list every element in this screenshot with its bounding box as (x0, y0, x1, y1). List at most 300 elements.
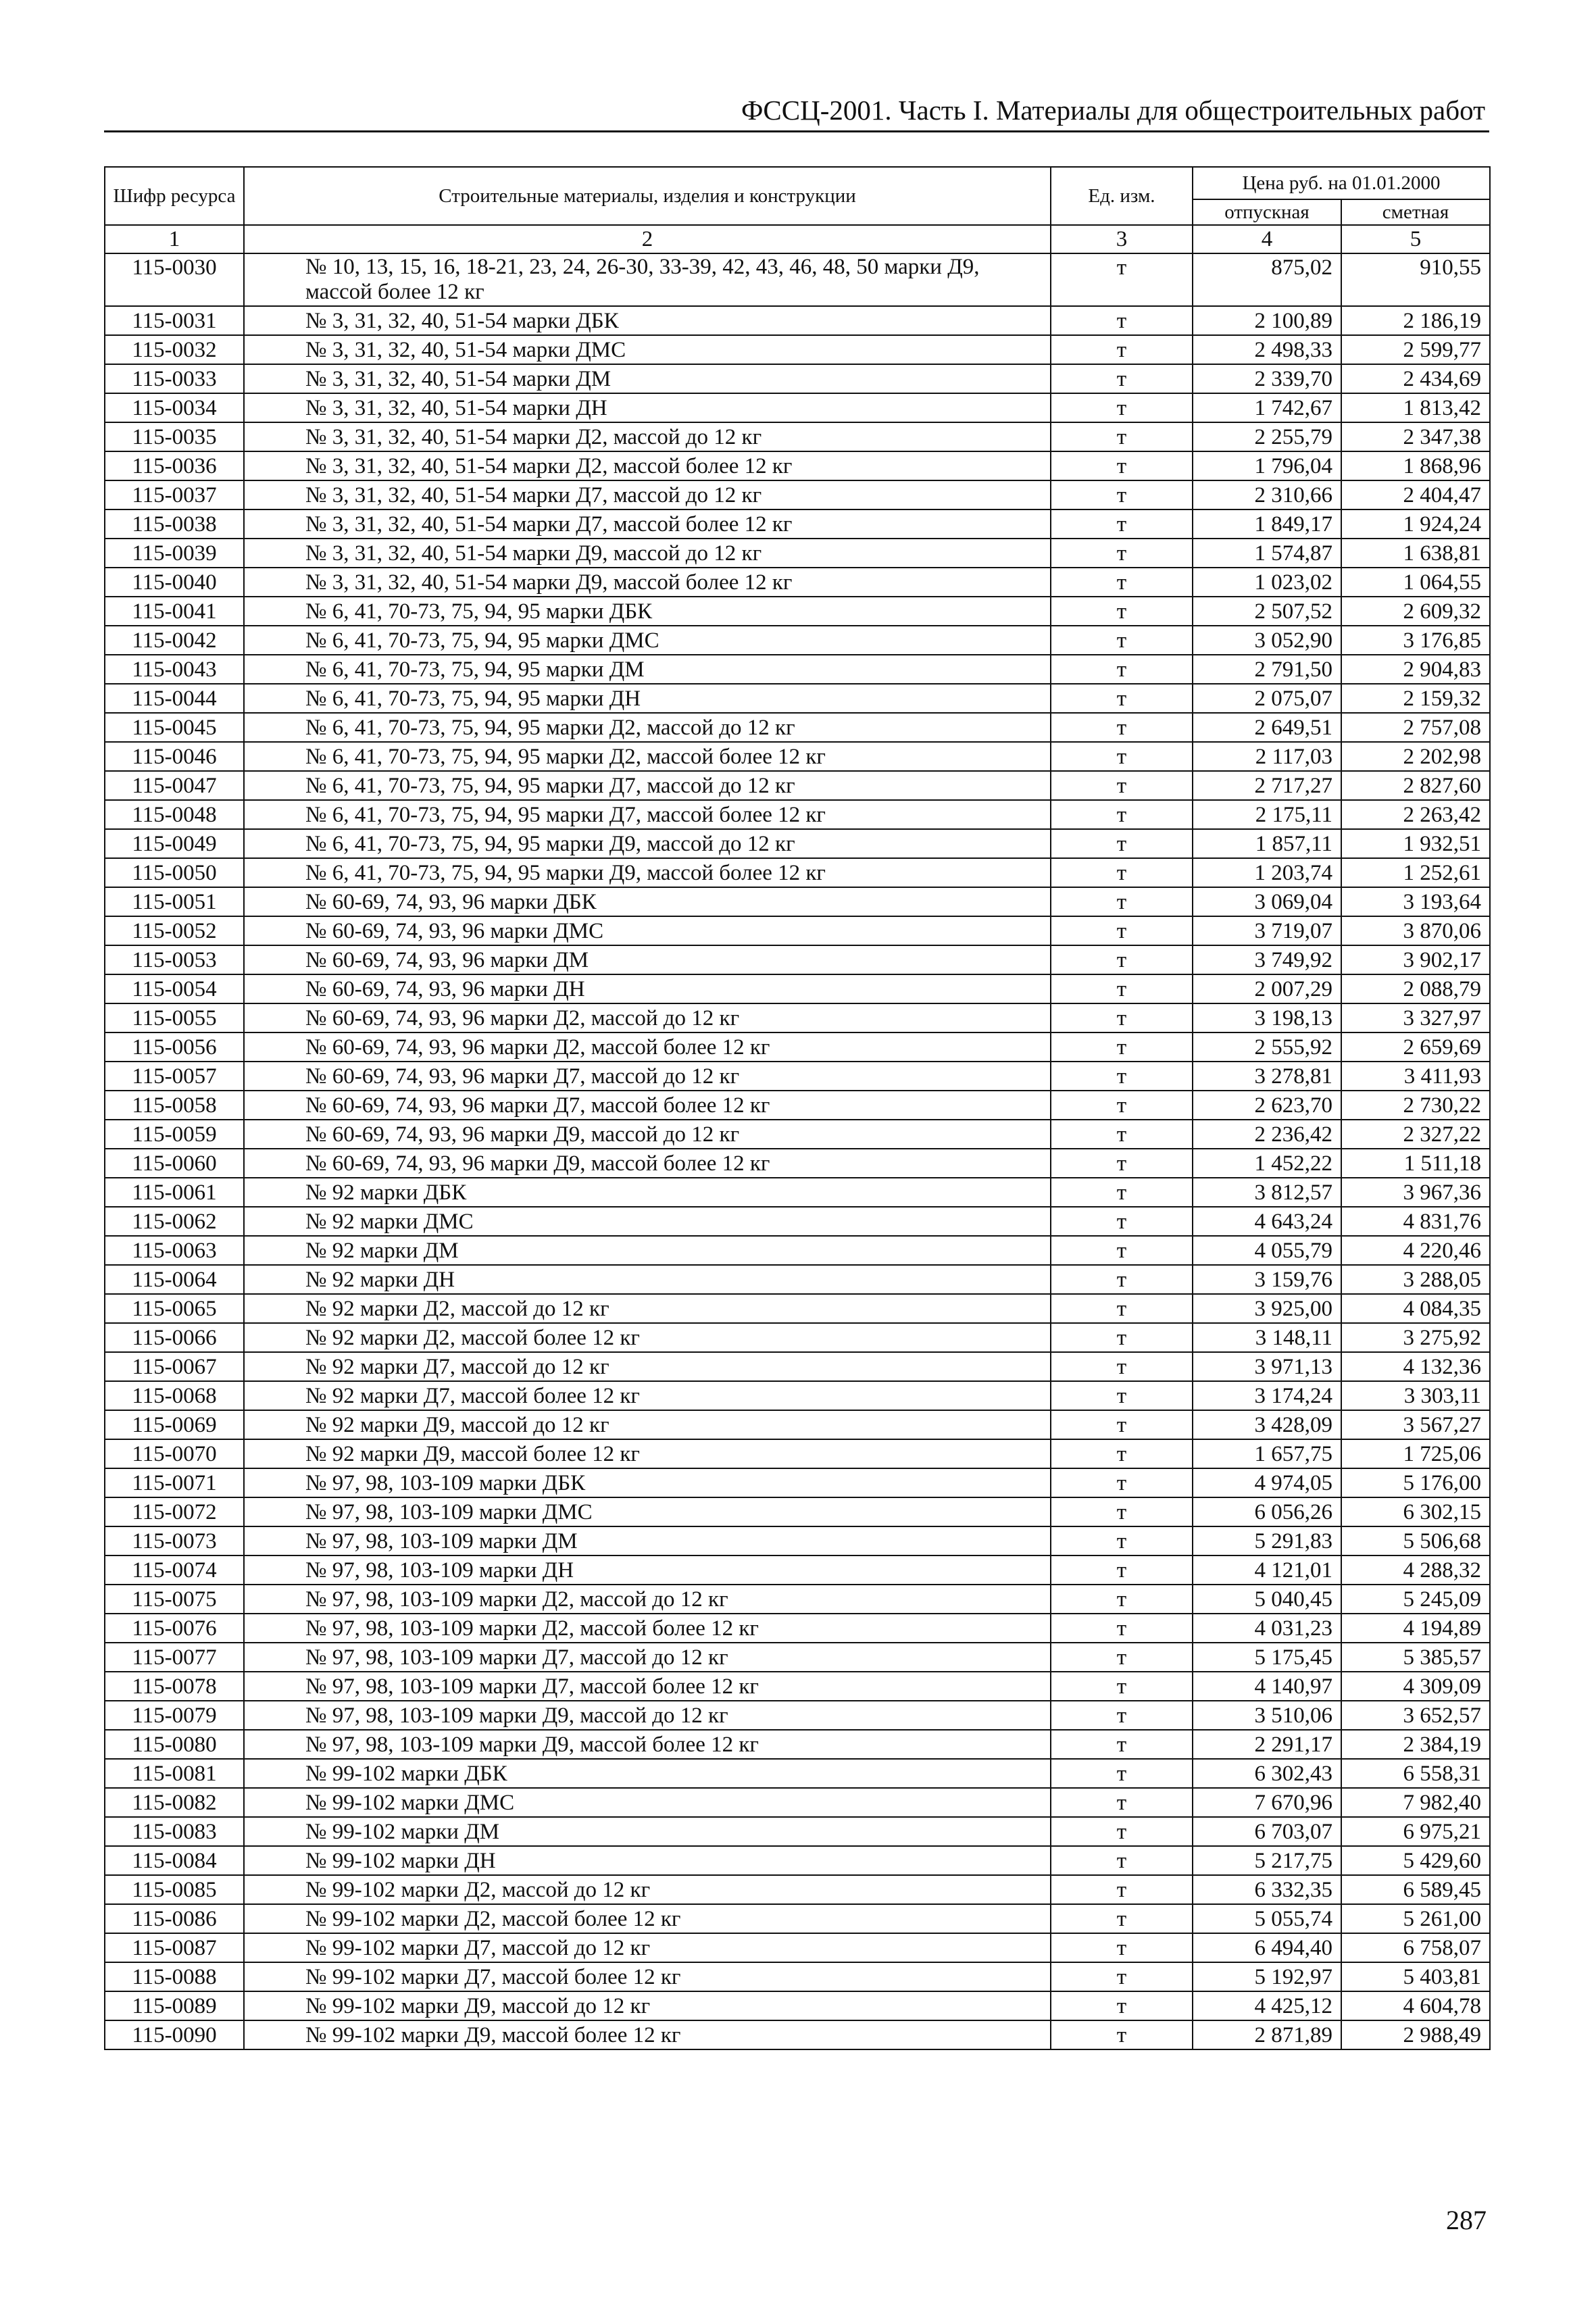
release-price-cell: 2 717,27 (1193, 771, 1341, 800)
estimate-price-cell: 5 429,60 (1341, 1846, 1490, 1875)
unit-cell: т (1051, 1643, 1193, 1672)
unit-cell: т (1051, 945, 1193, 974)
code-cell: 115-0055 (105, 1003, 244, 1032)
estimate-price-cell: 2 088,79 (1341, 974, 1490, 1003)
name-cell: № 99-102 марки ДН (244, 1846, 1051, 1875)
table-row (105, 509, 1490, 539)
estimate-price-cell: 4 220,46 (1341, 1236, 1490, 1265)
release-price-cell: 2 791,50 (1193, 655, 1341, 684)
unit-cell: т (1051, 829, 1193, 858)
table-row (105, 1788, 1490, 1817)
header-title: ФССЦ-2001. Часть I. Материалы для общестроительных работ (741, 95, 1485, 126)
estimate-price-cell: 6 758,07 (1341, 1933, 1490, 1962)
estimate-price-cell: 5 261,00 (1341, 1904, 1490, 1933)
unit-cell: т (1051, 306, 1193, 335)
name-cell: № 99-102 марки Д2, массой до 12 кг (244, 1875, 1051, 1904)
release-price-cell: 5 040,45 (1193, 1585, 1341, 1614)
release-price-cell: 5 192,97 (1193, 1962, 1341, 1991)
release-price-cell: 3 719,07 (1193, 916, 1341, 945)
name-cell: № 97, 98, 103-109 марки ДМС (244, 1497, 1051, 1526)
release-price-cell: 3 971,13 (1193, 1352, 1341, 1381)
unit-cell: т (1051, 422, 1193, 451)
code-cell: 115-0036 (105, 451, 244, 480)
code-cell: 115-0037 (105, 480, 244, 509)
code-cell: 115-0063 (105, 1236, 244, 1265)
release-price-cell: 2 291,17 (1193, 1730, 1341, 1759)
name-cell: № 99-102 марки ДМС (244, 1788, 1051, 1817)
release-price-cell: 2 100,89 (1193, 306, 1341, 335)
name-cell: № 97, 98, 103-109 марки Д9, массой более 12 кг (244, 1730, 1051, 1759)
name-cell: № 92 марки Д2, массой до 12 кг (244, 1294, 1051, 1323)
estimate-price-cell: 1 924,24 (1341, 509, 1490, 539)
code-cell: 115-0044 (105, 684, 244, 713)
release-price-cell: 4 055,79 (1193, 1236, 1341, 1265)
header-price-group: Цена руб. на 01.01.2000 (1193, 167, 1490, 199)
estimate-price-cell: 2 730,22 (1341, 1091, 1490, 1120)
table-row (105, 1875, 1490, 1904)
unit-cell: т (1051, 771, 1193, 800)
code-cell: 115-0042 (105, 626, 244, 655)
table-row (105, 1352, 1490, 1381)
unit-cell: т (1051, 1846, 1193, 1875)
table-row (105, 1468, 1490, 1497)
estimate-price-cell: 1 064,55 (1341, 568, 1490, 597)
name-cell: № 60-69, 74, 93, 96 марки ДМ (244, 945, 1051, 974)
unit-cell: т (1051, 655, 1193, 684)
code-cell: 115-0039 (105, 539, 244, 568)
estimate-price-cell: 2 827,60 (1341, 771, 1490, 800)
release-price-cell: 2 117,03 (1193, 742, 1341, 771)
table-row (105, 655, 1490, 684)
release-price-cell: 3 174,24 (1193, 1381, 1341, 1410)
estimate-price-cell: 7 982,40 (1341, 1788, 1490, 1817)
estimate-price-cell: 2 988,49 (1341, 2020, 1490, 2049)
code-cell: 115-0086 (105, 1904, 244, 1933)
name-cell: № 60-69, 74, 93, 96 марки Д9, массой более 12 кг (244, 1149, 1051, 1178)
release-price-cell: 6 332,35 (1193, 1875, 1341, 1904)
release-price-cell: 4 140,97 (1193, 1672, 1341, 1701)
column-number: 2 (244, 225, 1051, 253)
table-row (105, 1149, 1490, 1178)
name-cell: № 92 марки Д2, массой более 12 кг (244, 1323, 1051, 1352)
table-row (105, 1381, 1490, 1410)
table-row (105, 1585, 1490, 1614)
name-cell: № 99-102 марки ДБК (244, 1759, 1051, 1788)
table-row (105, 742, 1490, 771)
name-cell: № 3, 31, 32, 40, 51-54 марки ДМ (244, 364, 1051, 393)
table-row (105, 1091, 1490, 1120)
unit-cell: т (1051, 253, 1193, 306)
unit-cell: т (1051, 364, 1193, 393)
code-cell: 115-0072 (105, 1497, 244, 1526)
table-row (105, 1817, 1490, 1846)
name-cell: № 6, 41, 70-73, 75, 94, 95 марки Д9, массой до 12 кг (244, 829, 1051, 858)
code-cell: 115-0054 (105, 974, 244, 1003)
estimate-price-cell: 2 327,22 (1341, 1120, 1490, 1149)
header-unit: Ед. изм. (1051, 167, 1193, 225)
estimate-price-cell: 1 868,96 (1341, 451, 1490, 480)
estimate-price-cell: 2 904,83 (1341, 655, 1490, 684)
unit-cell: т (1051, 1817, 1193, 1846)
estimate-price-cell: 4 604,78 (1341, 1991, 1490, 2020)
table-row (105, 306, 1490, 335)
estimate-price-cell: 3 870,06 (1341, 916, 1490, 945)
unit-cell: т (1051, 1730, 1193, 1759)
code-cell: 115-0081 (105, 1759, 244, 1788)
table-row (105, 1672, 1490, 1701)
code-cell: 115-0076 (105, 1614, 244, 1643)
name-cell: № 60-69, 74, 93, 96 марки Д9, массой до 12 кг (244, 1120, 1051, 1149)
code-cell: 115-0051 (105, 887, 244, 916)
name-cell: № 6, 41, 70-73, 75, 94, 95 марки Д7, массой более 12 кг (244, 800, 1051, 829)
name-cell: № 92 марки Д7, массой до 12 кг (244, 1352, 1051, 1381)
name-cell: № 97, 98, 103-109 марки Д7, массой более 12 кг (244, 1672, 1051, 1701)
release-price-cell: 4 643,24 (1193, 1207, 1341, 1236)
table-row (105, 1962, 1490, 1991)
estimate-price-cell: 4 309,09 (1341, 1672, 1490, 1701)
estimate-price-cell: 5 506,68 (1341, 1526, 1490, 1555)
unit-cell: т (1051, 1003, 1193, 1032)
release-price-cell: 2 555,92 (1193, 1032, 1341, 1062)
table-row (105, 422, 1490, 451)
table-row (105, 684, 1490, 713)
table-row (105, 1323, 1490, 1352)
code-cell: 115-0053 (105, 945, 244, 974)
release-price-cell: 4 974,05 (1193, 1468, 1341, 1497)
release-price-cell: 1 023,02 (1193, 568, 1341, 597)
estimate-price-cell: 5 385,57 (1341, 1643, 1490, 1672)
column-number-row (105, 225, 1490, 253)
name-cell: № 60-69, 74, 93, 96 марки ДБК (244, 887, 1051, 916)
estimate-price-cell: 3 303,11 (1341, 1381, 1490, 1410)
table-row (105, 451, 1490, 480)
name-cell: № 99-102 марки Д7, массой до 12 кг (244, 1933, 1051, 1962)
release-price-cell: 2 649,51 (1193, 713, 1341, 742)
code-cell: 115-0031 (105, 306, 244, 335)
release-price-cell: 1 849,17 (1193, 509, 1341, 539)
estimate-price-cell: 2 404,47 (1341, 480, 1490, 509)
name-cell: № 99-102 марки Д7, массой более 12 кг (244, 1962, 1051, 1991)
table-row (105, 1846, 1490, 1875)
unit-cell: т (1051, 1410, 1193, 1439)
code-cell: 115-0084 (105, 1846, 244, 1875)
release-price-cell: 7 670,96 (1193, 1788, 1341, 1817)
code-cell: 115-0071 (105, 1468, 244, 1497)
estimate-price-cell: 2 599,77 (1341, 335, 1490, 364)
name-cell: № 92 марки Д9, массой до 12 кг (244, 1410, 1051, 1439)
code-cell: 115-0074 (105, 1555, 244, 1585)
estimate-price-cell: 3 567,27 (1341, 1410, 1490, 1439)
unit-cell: т (1051, 1672, 1193, 1701)
code-cell: 115-0064 (105, 1265, 244, 1294)
table-row (105, 1701, 1490, 1730)
table-row (105, 1991, 1490, 2020)
release-price-cell: 3 812,57 (1193, 1178, 1341, 1207)
name-cell: № 92 марки ДМ (244, 1236, 1051, 1265)
release-price-cell: 5 175,45 (1193, 1643, 1341, 1672)
unit-cell: т (1051, 1904, 1193, 1933)
code-cell: 115-0085 (105, 1875, 244, 1904)
name-cell: № 3, 31, 32, 40, 51-54 марки ДБК (244, 306, 1051, 335)
unit-cell: т (1051, 1497, 1193, 1526)
table-row (105, 539, 1490, 568)
release-price-cell: 2 871,89 (1193, 2020, 1341, 2049)
name-cell: № 97, 98, 103-109 марки ДН (244, 1555, 1051, 1585)
name-cell: № 6, 41, 70-73, 75, 94, 95 марки ДБК (244, 597, 1051, 626)
code-cell: 115-0030 (105, 253, 244, 306)
name-cell: № 3, 31, 32, 40, 51-54 марки Д7, массой до 12 кг (244, 480, 1051, 509)
unit-cell: т (1051, 713, 1193, 742)
name-cell: № 6, 41, 70-73, 75, 94, 95 марки ДН (244, 684, 1051, 713)
estimate-price-cell: 2 159,32 (1341, 684, 1490, 713)
estimate-price-cell: 1 511,18 (1341, 1149, 1490, 1178)
code-cell: 115-0038 (105, 509, 244, 539)
name-cell: № 60-69, 74, 93, 96 марки Д7, массой до 12 кг (244, 1062, 1051, 1091)
unit-cell: т (1051, 1439, 1193, 1468)
column-number: 3 (1051, 225, 1193, 253)
name-cell: № 3, 31, 32, 40, 51-54 марки Д2, массой до 12 кг (244, 422, 1051, 451)
release-price-cell: 6 494,40 (1193, 1933, 1341, 1962)
code-cell: 115-0060 (105, 1149, 244, 1178)
table-row (105, 1294, 1490, 1323)
unit-cell: т (1051, 1207, 1193, 1236)
code-cell: 115-0077 (105, 1643, 244, 1672)
unit-cell: т (1051, 1294, 1193, 1323)
unit-cell: т (1051, 539, 1193, 568)
name-cell: № 97, 98, 103-109 марки Д9, массой до 12 кг (244, 1701, 1051, 1730)
code-cell: 115-0067 (105, 1352, 244, 1381)
unit-cell: т (1051, 858, 1193, 887)
release-price-cell: 6 703,07 (1193, 1817, 1341, 1846)
release-price-cell: 1 657,75 (1193, 1439, 1341, 1468)
code-cell: 115-0052 (105, 916, 244, 945)
code-cell: 115-0089 (105, 1991, 244, 2020)
column-number: 4 (1193, 225, 1341, 253)
code-cell: 115-0043 (105, 655, 244, 684)
release-price-cell: 5 217,75 (1193, 1846, 1341, 1875)
code-cell: 115-0059 (105, 1120, 244, 1149)
table-row (105, 1178, 1490, 1207)
estimate-price-cell: 5 403,81 (1341, 1962, 1490, 1991)
table-row (105, 2020, 1490, 2049)
table-row (105, 1003, 1490, 1032)
release-price-cell: 2 236,42 (1193, 1120, 1341, 1149)
table-row (105, 480, 1490, 509)
name-cell: № 97, 98, 103-109 марки ДМ (244, 1526, 1051, 1555)
estimate-price-cell: 2 202,98 (1341, 742, 1490, 771)
release-price-cell: 1 857,11 (1193, 829, 1341, 858)
release-price-cell: 6 056,26 (1193, 1497, 1341, 1526)
table-row (105, 364, 1490, 393)
table-row (105, 568, 1490, 597)
table-row (105, 1555, 1490, 1585)
estimate-price-cell: 1 725,06 (1341, 1439, 1490, 1468)
name-cell: № 99-102 марки Д2, массой более 12 кг (244, 1904, 1051, 1933)
name-cell: № 97, 98, 103-109 марки Д2, массой до 12 кг (244, 1585, 1051, 1614)
release-price-cell: 2 007,29 (1193, 974, 1341, 1003)
code-cell: 115-0073 (105, 1526, 244, 1555)
name-cell: № 60-69, 74, 93, 96 марки ДН (244, 974, 1051, 1003)
code-cell: 115-0062 (105, 1207, 244, 1236)
name-cell: № 60-69, 74, 93, 96 марки Д2, массой более 12 кг (244, 1032, 1051, 1062)
code-cell: 115-0066 (105, 1323, 244, 1352)
code-cell: 115-0068 (105, 1381, 244, 1410)
unit-cell: т (1051, 393, 1193, 422)
header-release: отпускная (1193, 199, 1341, 225)
name-cell: № 92 марки ДБК (244, 1178, 1051, 1207)
estimate-price-cell: 2 384,19 (1341, 1730, 1490, 1759)
code-cell: 115-0049 (105, 829, 244, 858)
unit-cell: т (1051, 1091, 1193, 1120)
unit-cell: т (1051, 1236, 1193, 1265)
unit-cell: т (1051, 974, 1193, 1003)
table-row (105, 1497, 1490, 1526)
estimate-price-cell: 3 967,36 (1341, 1178, 1490, 1207)
code-cell: 115-0040 (105, 568, 244, 597)
estimate-price-cell: 1 813,42 (1341, 393, 1490, 422)
code-cell: 115-0079 (105, 1701, 244, 1730)
estimate-price-cell: 2 263,42 (1341, 800, 1490, 829)
unit-cell: т (1051, 1468, 1193, 1497)
code-cell: 115-0034 (105, 393, 244, 422)
release-price-cell: 4 031,23 (1193, 1614, 1341, 1643)
code-cell: 115-0087 (105, 1933, 244, 1962)
estimate-price-cell: 3 193,64 (1341, 887, 1490, 916)
release-price-cell: 3 278,81 (1193, 1062, 1341, 1091)
release-price-cell: 3 428,09 (1193, 1410, 1341, 1439)
table-row (105, 1410, 1490, 1439)
code-cell: 115-0050 (105, 858, 244, 887)
table-row (105, 1904, 1490, 1933)
name-cell: № 92 марки Д9, массой более 12 кг (244, 1439, 1051, 1468)
code-cell: 115-0080 (105, 1730, 244, 1759)
release-price-cell: 5 055,74 (1193, 1904, 1341, 1933)
unit-cell: т (1051, 1962, 1193, 1991)
name-cell: № 97, 98, 103-109 марки Д2, массой более 12 кг (244, 1614, 1051, 1643)
release-price-cell: 875,02 (1193, 253, 1341, 306)
estimate-price-cell: 1 932,51 (1341, 829, 1490, 858)
unit-cell: т (1051, 1323, 1193, 1352)
estimate-price-cell: 6 589,45 (1341, 1875, 1490, 1904)
unit-cell: т (1051, 1062, 1193, 1091)
page-number: 287 (1446, 2205, 1487, 2235)
estimate-price-cell: 2 186,19 (1341, 306, 1490, 335)
estimate-price-cell: 910,55 (1341, 253, 1490, 306)
release-price-cell: 2 498,33 (1193, 335, 1341, 364)
table-row (105, 916, 1490, 945)
release-price-cell: 4 425,12 (1193, 1991, 1341, 2020)
unit-cell: т (1051, 597, 1193, 626)
unit-cell: т (1051, 1933, 1193, 1962)
table-row (105, 1439, 1490, 1468)
release-price-cell: 2 507,52 (1193, 597, 1341, 626)
unit-cell: т (1051, 1178, 1193, 1207)
estimate-price-cell: 2 434,69 (1341, 364, 1490, 393)
name-cell: № 3, 31, 32, 40, 51-54 марки ДН (244, 393, 1051, 422)
release-price-cell: 5 291,83 (1193, 1526, 1341, 1555)
estimate-price-cell: 2 347,38 (1341, 422, 1490, 451)
table-row (105, 887, 1490, 916)
table-body (105, 253, 1490, 2049)
name-cell: № 92 марки ДН (244, 1265, 1051, 1294)
unit-cell: т (1051, 1555, 1193, 1585)
unit-cell: т (1051, 509, 1193, 539)
unit-cell: т (1051, 1381, 1193, 1410)
estimate-price-cell: 4 084,35 (1341, 1294, 1490, 1323)
estimate-price-cell: 2 609,32 (1341, 597, 1490, 626)
release-price-cell: 3 159,76 (1193, 1265, 1341, 1294)
table-row (105, 713, 1490, 742)
name-cell: № 3, 31, 32, 40, 51-54 марки Д9, массой до 12 кг (244, 539, 1051, 568)
unit-cell: т (1051, 335, 1193, 364)
code-cell: 115-0082 (105, 1788, 244, 1817)
release-price-cell: 1 742,67 (1193, 393, 1341, 422)
release-price-cell: 1 796,04 (1193, 451, 1341, 480)
table-row (105, 393, 1490, 422)
page-header (104, 93, 1489, 132)
code-cell: 115-0065 (105, 1294, 244, 1323)
table-row (105, 1207, 1490, 1236)
header-estimate: сметная (1341, 199, 1490, 225)
column-number: 1 (105, 225, 244, 253)
table-row (105, 253, 1490, 306)
estimate-price-cell: 3 902,17 (1341, 945, 1490, 974)
unit-cell: т (1051, 1585, 1193, 1614)
name-cell: № 99-102 марки ДМ (244, 1817, 1051, 1846)
table-row (105, 1730, 1490, 1759)
unit-cell: т (1051, 1875, 1193, 1904)
release-price-cell: 2 075,07 (1193, 684, 1341, 713)
estimate-price-cell: 4 831,76 (1341, 1207, 1490, 1236)
unit-cell: т (1051, 916, 1193, 945)
unit-cell: т (1051, 887, 1193, 916)
name-cell: № 97, 98, 103-109 марки ДБК (244, 1468, 1051, 1497)
estimate-price-cell: 3 411,93 (1341, 1062, 1490, 1091)
unit-cell: т (1051, 800, 1193, 829)
code-cell: 115-0070 (105, 1439, 244, 1468)
estimate-price-cell: 4 132,36 (1341, 1352, 1490, 1381)
name-cell: № 6, 41, 70-73, 75, 94, 95 марки Д7, массой до 12 кг (244, 771, 1051, 800)
code-cell: 115-0046 (105, 742, 244, 771)
table-row (105, 1614, 1490, 1643)
name-cell: № 6, 41, 70-73, 75, 94, 95 марки Д9, массой более 12 кг (244, 858, 1051, 887)
code-cell: 115-0047 (105, 771, 244, 800)
table-row (105, 1120, 1490, 1149)
release-price-cell: 3 198,13 (1193, 1003, 1341, 1032)
estimate-price-cell: 1 638,81 (1341, 539, 1490, 568)
table-row (105, 1236, 1490, 1265)
code-cell: 115-0078 (105, 1672, 244, 1701)
unit-cell: т (1051, 480, 1193, 509)
name-cell: № 60-69, 74, 93, 96 марки Д7, массой более 12 кг (244, 1091, 1051, 1120)
table-row (105, 335, 1490, 364)
name-cell: № 10, 13, 15, 16, 18-21, 23, 24, 26-30, 33-39, 42, 43, 46, 48, 50 марки Д9, массой более 12 кг (244, 253, 1051, 306)
release-price-cell: 3 069,04 (1193, 887, 1341, 916)
estimate-price-cell: 6 302,15 (1341, 1497, 1490, 1526)
estimate-price-cell: 2 659,69 (1341, 1032, 1490, 1062)
code-cell: 115-0058 (105, 1091, 244, 1120)
release-price-cell: 2 339,70 (1193, 364, 1341, 393)
estimate-price-cell: 4 288,32 (1341, 1555, 1490, 1585)
name-cell: № 6, 41, 70-73, 75, 94, 95 марки Д2, массой более 12 кг (244, 742, 1051, 771)
release-price-cell: 1 452,22 (1193, 1149, 1341, 1178)
name-cell: № 3, 31, 32, 40, 51-54 марки Д7, массой более 12 кг (244, 509, 1051, 539)
estimate-price-cell: 5 245,09 (1341, 1585, 1490, 1614)
table-row (105, 800, 1490, 829)
price-table (104, 166, 1491, 2050)
name-cell: № 60-69, 74, 93, 96 марки ДМС (244, 916, 1051, 945)
table-row (105, 771, 1490, 800)
